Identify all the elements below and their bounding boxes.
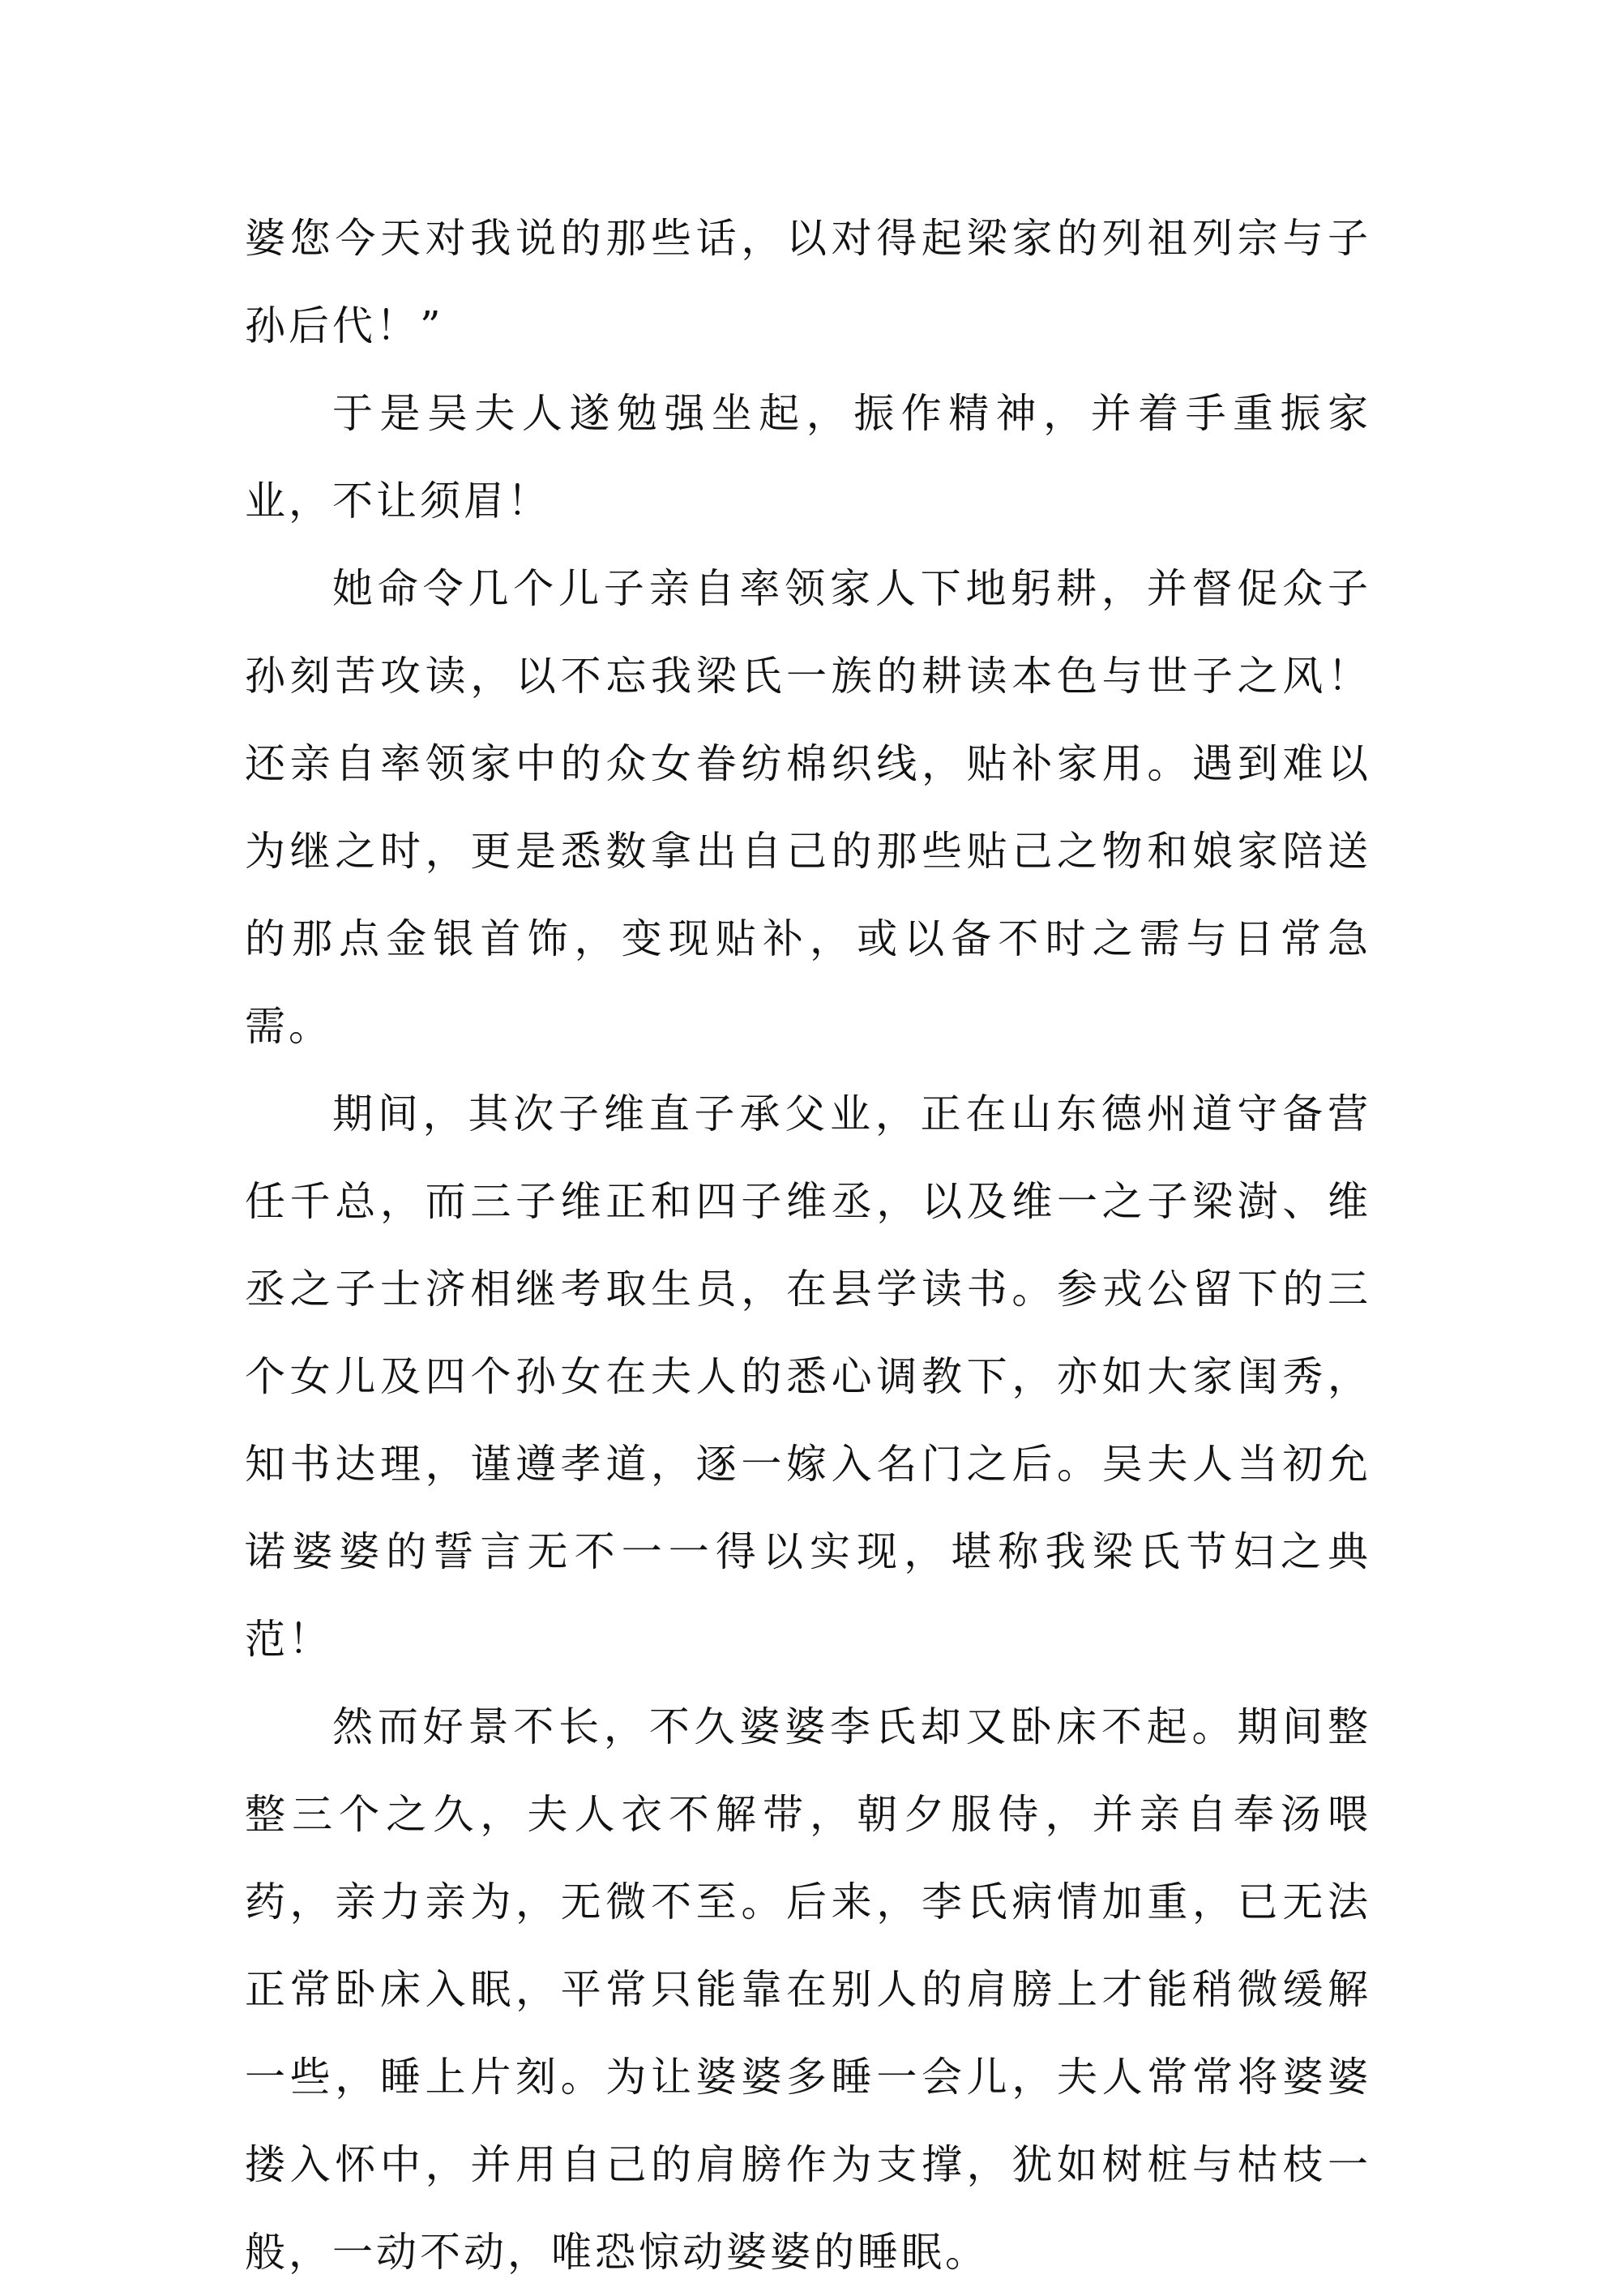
- body-text: [245, 195, 1371, 2296]
- paragraph-5: 然而好景不长，不久婆婆李氏却又卧床不起。期间整整三个之久，夫人衣不解带，朝夕服侍，并亲自奉汤喂药，亲力亲为，无微不至。后来，李氏病情加重，已无法正常卧床入眠，平常只能靠在别人的肩膀上才能稍微缓解一些，睡上片刻。为让婆婆多睡一会儿，夫人常常将婆婆搂入怀中，并用自己的肩膀作为支撑，犹如树桩与枯枝一般，一动不动，唯恐惊动婆婆的睡眠。: [245, 1703, 1371, 2276]
- paragraph-3: 她命令几个儿子亲自率领家人下地躬耕，并督促众子孙刻苦攻读，以不忘我梁氏一族的耕读本色与世子之风！还亲自率领家中的众女眷纺棉织线，贴补家用。遇到难以为继之时，更是悉数拿出自己的那些贴己之物和娘家陪送的那点金银首饰，变现贴补，或以备不时之需与日常急需。: [245, 565, 1371, 1050]
- paragraph-1: 婆您今天对我说的那些话，以对得起梁家的列祖列宗与子孙后代！”: [245, 215, 1371, 349]
- paragraph-2: 于是吴夫人遂勉强坐起，振作精神，并着手重振家业，不让须眉！: [245, 390, 1371, 525]
- paragraph-4: 期间，其次子维直子承父业，正在山东德州道守备营任千总，而三子维正和四子维丞，以及维一之子梁澍、维丞之子士济相继考取生员，在县学读书。参戎公留下的三个女儿及四个孙女在夫人的悉心调教下，亦如大家闺秀，知书达理，谨遵孝道，逐一嫁入名门之后。吴夫人当初允诺婆婆的誓言无不一一得以实现，堪称我梁氏节妇之典范！: [245, 1090, 1371, 1663]
